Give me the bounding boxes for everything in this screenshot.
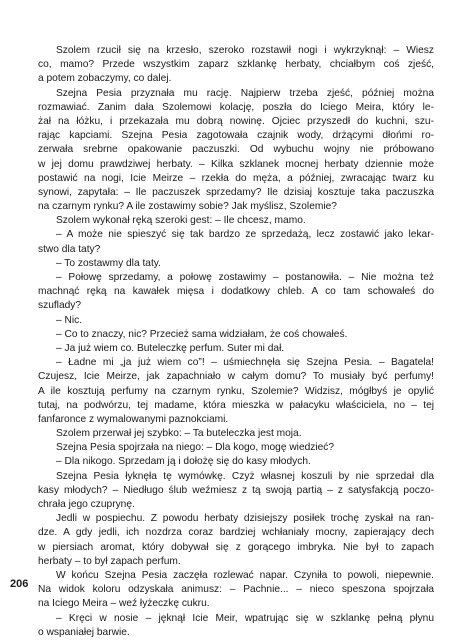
text-line: szuflady? xyxy=(38,300,82,312)
text-line: fanfaronce z wymalowanymi paznokciami. xyxy=(38,413,229,425)
text-line: – Co to znaczy, nic? Przecież sama widziałam, że coś chowałeś. xyxy=(56,328,348,340)
page-number: 206 xyxy=(10,578,29,590)
text-line: synowi, zapytała: – Ile paczuszek sprzedamy? Ile dzisiaj kosztuje taka paczuszka xyxy=(38,186,434,198)
text-line: w jej domu prawdziwej herbaty. – Kilka szklanek mocnej herbaty dziennie może xyxy=(38,158,434,170)
text-line: Szolem przerwał jej szybko: – Ta buteleczka jest moja. xyxy=(56,428,302,440)
text-line: Szejna Pesia przyznała mu rację. Najpierw trzeba zjeść, później można xyxy=(56,87,434,99)
text-line: na Iciego Meira – weź łyżeczkę cukru. xyxy=(38,598,210,610)
text-line: rozmawiać. Zanim dała Szolemowi kolację, poszła do Iciego Meira, który le- xyxy=(38,101,434,113)
text-line: – To zostawmy dla taty. xyxy=(56,257,161,269)
text-line: o wspaniałej barwie. xyxy=(38,626,130,638)
text-line: w piersiach aromat, który dobywał się z gorącego imbryka. Nie był to zapach xyxy=(38,541,434,553)
text-line: rając kapciami. Szejna Pesia zagotowała czajnik wody, drżącymi dłońmi ro- xyxy=(38,130,434,142)
text-line: Na widok koloru odzyskała animusz: – Pachnie... – nieco speszona spojrzała xyxy=(38,584,434,596)
text-line: A ile kosztują perfumy na czarnym rynku, Szolemie? Widzisz, mógłbyś je opylić xyxy=(38,385,434,397)
text-line: – Nic. xyxy=(56,314,83,326)
text-line: Jedli w pospiechu. Z powodu herbaty dzisiejszy posiłek trochę zyskał na ran- xyxy=(56,513,434,525)
text-line: herbaty – to był zapach perfum. xyxy=(38,555,181,567)
text-line: – Połowę sprzedamy, a połowę zostawimy – postanowiła. – Nie można też xyxy=(56,272,434,283)
text-line: Szolem wykonał ręką szeroki gest: – Ile chcesz, mamo. xyxy=(56,215,306,227)
text-line: Szejna Pesia łyknęła tę wymówkę. Czyż własnej koszuli by nie sprzedał dla xyxy=(56,470,434,482)
text-line: Szolem rzucił się na krzesło, szeroko rozstawił nogi i wykrzyknął: – Wiesz xyxy=(56,45,434,56)
text-line: kasy młodych? – Niedługo ślub weźmiesz z tą swoją partią – z satysfakcją poczo- xyxy=(38,484,434,496)
text-line: zerwała srebrne opakowanie paczuszki. Od wybuchu wojny nie próbowano xyxy=(38,144,434,156)
text-line: Szejna Pesia spojrzała na niego: – Dla kogo, mogę wiedzieć? xyxy=(56,442,335,454)
text-line: machnąć ręką na kawałek mięsa i dodatkowy chleb. A co tam schowałeś do xyxy=(38,286,434,298)
text-line: – Kręci w nosie – jęknął Icie Meir, wpatrując się w szklankę pełną płynu xyxy=(56,612,434,624)
text-line: – Ja już wiem co. Buteleczkę perfum. Suter mi dał. xyxy=(56,342,285,354)
text-line: dze. A gdy jedli, ich nozdrza coraz bardziej wchłaniały mocny, zapierający dech xyxy=(38,527,434,539)
body-text xyxy=(38,44,434,640)
text-line: stwo dla taty? xyxy=(38,243,101,255)
text-line: a potem zobaczymy, co dalej. xyxy=(38,73,172,85)
text-line: – Dla nikogo. Sprzedam ją i dołożę się do kasy młodych. xyxy=(56,456,311,468)
text-line: W końcu Szejna Pesia zaczęła rozlewać napar. Czyniła to powoli, niepewnie. xyxy=(56,569,434,581)
text-line: – Ładne mi „ja już wiem co”! – uśmiechnęła się Szejna Pesia. – Bagatela! xyxy=(56,357,434,369)
text-line: Czujesz, Icie Meirze, jak zapachniało w całym domu? To musiały być perfumy! xyxy=(38,371,434,383)
text-line: – A może nie spieszyć się tak bardzo ze sprzedażą, lecz zostawić jako lekar- xyxy=(56,229,434,241)
text-line: na czarnym rynku? A ile zostawimy sobie? Jak myślisz, Szolemie? xyxy=(38,201,337,213)
text-line: co, mamo? Przede wszystkim zaparz szklankę herbaty, chciałbym coś zjeść, xyxy=(38,59,434,71)
text-line: postawić na nogi, Icie Meirze – rzekła do męża, a później, zwracając twarz ku xyxy=(38,172,434,184)
text-line: żał na łóżku, i przekazała mu dobrą nowinę. Ojciec przyszedł do kuchni, szu- xyxy=(38,115,434,127)
text-line: tutaj, na podwórzu, tej madame, która mieszka w pałacyku właściciela, no – tej xyxy=(38,399,434,411)
text-line: chrała jego czuprynę. xyxy=(38,499,135,510)
